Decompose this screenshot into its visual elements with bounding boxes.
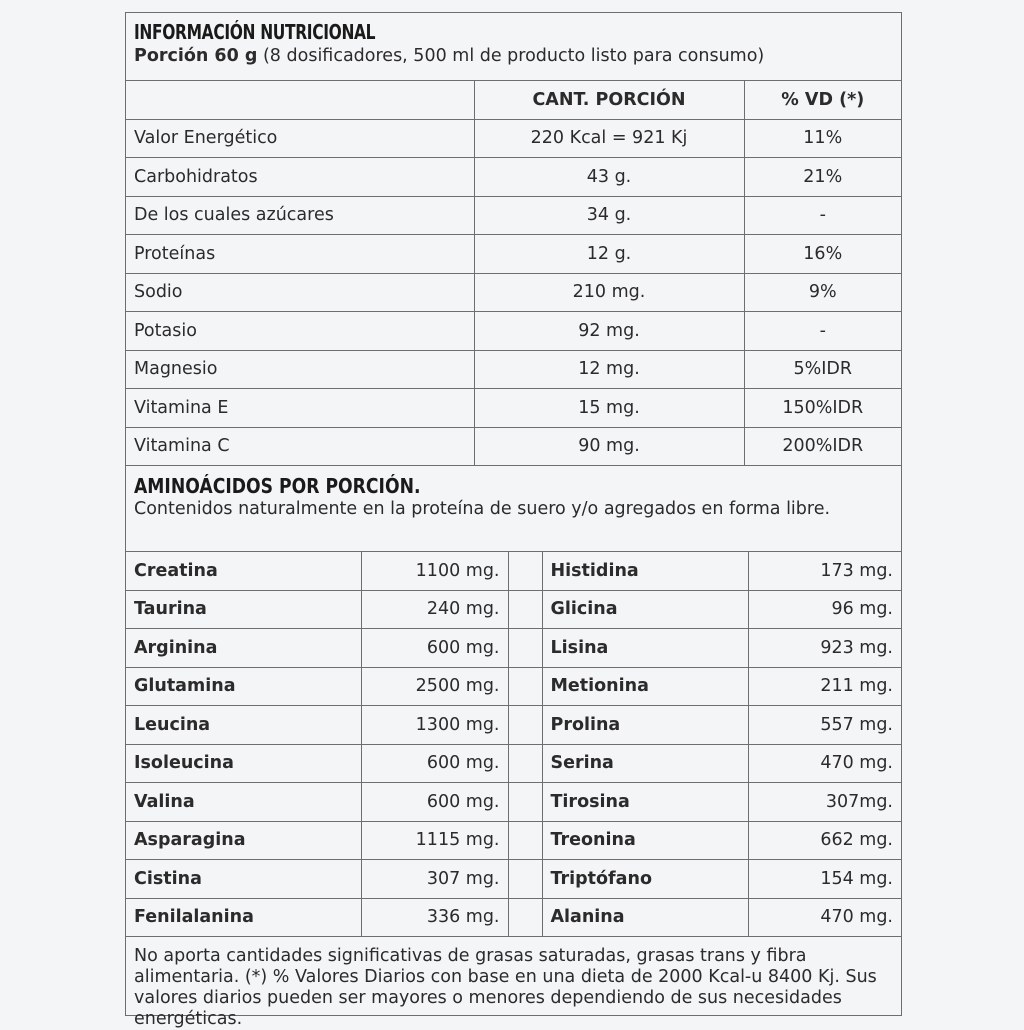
nutrient-vd: - [744,196,901,235]
amino-amount: 600 mg. [361,629,508,668]
amino-amount: 1115 mg. [361,821,508,860]
nutrient-name: Potasio [126,312,474,351]
amino-amount: 1100 mg. [361,552,508,590]
amino-row [126,821,901,860]
nutrition-label [125,12,902,1029]
amino-row [126,667,901,706]
amino-row [126,898,901,937]
amino-amount: 173 mg. [748,552,901,590]
spacer-cell [508,629,542,668]
nutrition-row [126,389,901,428]
nutrient-amount: 15 mg. [474,389,744,428]
nutrient-name: Vitamina E [126,389,474,428]
nutrient-vd: 9% [744,273,901,312]
amino-name: Cistina [126,860,361,899]
spacer-cell [508,552,542,590]
amino-amount: 662 mg. [748,821,901,860]
amino-subtitle: Contenidos naturalmente en la proteína de suero y/o agregados en forma libre. [134,499,831,519]
nutrient-amount: 220 Kcal = 921 Kj [474,119,744,158]
amino-name: Glicina [542,590,748,629]
amino-amount: 600 mg. [361,744,508,783]
nutrition-title: INFORMACIÓN NUTRICIONAL [134,20,376,44]
amino-name: Valina [126,783,361,822]
amino-name: Histidina [542,552,748,590]
nutrient-amount: 12 mg. [474,350,744,389]
spacer-cell [508,821,542,860]
nutrient-name: De los cuales azúcares [126,196,474,235]
amino-amount: 470 mg. [748,898,901,937]
amino-name: Isoleucina [126,744,361,783]
amino-name: Prolina [542,706,748,745]
amino-amount: 154 mg. [748,860,901,899]
spacer-cell [508,744,542,783]
amino-row [126,744,901,783]
column-header-amount: CANT. PORCIÓN [474,81,744,119]
footnote: No aporta cantidades significativas de grasas saturadas, grasas trans y fibra alimentaria. (*) % Valores Diarios con base en una dieta de 2000 Kcal-u 8400 Kj. Sus valores diarios pueden ser mayores o menores dependiendo de sus necesidades energéticas. [134,946,877,1029]
nutrition-table-header [126,81,901,119]
spacer-cell [508,590,542,629]
nutrient-name: Proteínas [126,235,474,274]
amino-name: Leucina [126,706,361,745]
nutrient-vd: 11% [744,119,901,158]
nutrient-vd: 16% [744,235,901,274]
nutrition-row [126,196,901,235]
nutrient-vd: 5%IDR [744,350,901,389]
amino-amount: 557 mg. [748,706,901,745]
nutrient-amount: 43 g. [474,158,744,197]
amino-row [126,860,901,899]
amino-name: Fenilalanina [126,898,361,937]
amino-amount: 307mg. [748,783,901,822]
portion-detail: (8 dosificadores, 500 ml de producto listo para consumo) [262,46,765,66]
portion-size: Porción 60 g [134,46,258,66]
amino-name: Asparagina [126,821,361,860]
amino-name: Metionina [542,667,748,706]
nutrient-name: Vitamina C [126,427,474,466]
amino-name: Lisina [542,629,748,668]
blank-header-cell [126,81,474,119]
nutrient-name: Sodio [126,273,474,312]
amino-table [126,552,901,937]
column-header-vd: % VD (*) [744,81,901,119]
amino-name: Glutamina [126,667,361,706]
amino-name: Triptófano [542,860,748,899]
amino-name: Treonina [542,821,748,860]
amino-row [126,590,901,629]
amino-name: Taurina [126,590,361,629]
nutrition-table [126,81,901,466]
amino-name: Arginina [126,629,361,668]
spacer-cell [508,898,542,937]
nutrition-row [126,119,901,158]
amino-name: Creatina [126,552,361,590]
nutrient-vd: 150%IDR [744,389,901,428]
nutrient-name: Valor Energético [126,119,474,158]
nutrient-name: Magnesio [126,350,474,389]
nutrient-vd: 200%IDR [744,427,901,466]
nutrition-row [126,350,901,389]
nutrient-amount: 34 g. [474,196,744,235]
amino-row [126,629,901,668]
spacer-cell [508,706,542,745]
nutrient-amount: 90 mg. [474,427,744,466]
nutrition-row [126,312,901,351]
nutrient-name: Carbohidratos [126,158,474,197]
amino-amount: 307 mg. [361,860,508,899]
nutrition-row [126,273,901,312]
amino-amount: 211 mg. [748,667,901,706]
amino-amount: 96 mg. [748,590,901,629]
nutrient-amount: 12 g. [474,235,744,274]
nutrition-header [126,13,901,81]
portion-line [134,46,893,66]
nutrition-row [126,158,901,197]
amino-name: Serina [542,744,748,783]
amino-row [126,552,901,590]
spacer-cell [508,860,542,899]
amino-header [126,466,901,552]
nutrition-row [126,235,901,274]
nutrient-amount: 210 mg. [474,273,744,312]
nutrient-vd: - [744,312,901,351]
amino-amount: 923 mg. [748,629,901,668]
amino-amount: 470 mg. [748,744,901,783]
amino-row [126,783,901,822]
nutrient-amount: 92 mg. [474,312,744,351]
nutrient-vd: 21% [744,158,901,197]
spacer-cell [508,667,542,706]
amino-amount: 2500 mg. [361,667,508,706]
spacer-cell [508,783,542,822]
amino-title: AMINOÁCIDOS POR PORCIÓN. [134,474,421,498]
amino-amount: 1300 mg. [361,706,508,745]
amino-amount: 336 mg. [361,898,508,937]
amino-name: Alanina [542,898,748,937]
amino-row [126,706,901,745]
amino-amount: 600 mg. [361,783,508,822]
nutrition-row [126,427,901,466]
amino-name: Tirosina [542,783,748,822]
amino-amount: 240 mg. [361,590,508,629]
